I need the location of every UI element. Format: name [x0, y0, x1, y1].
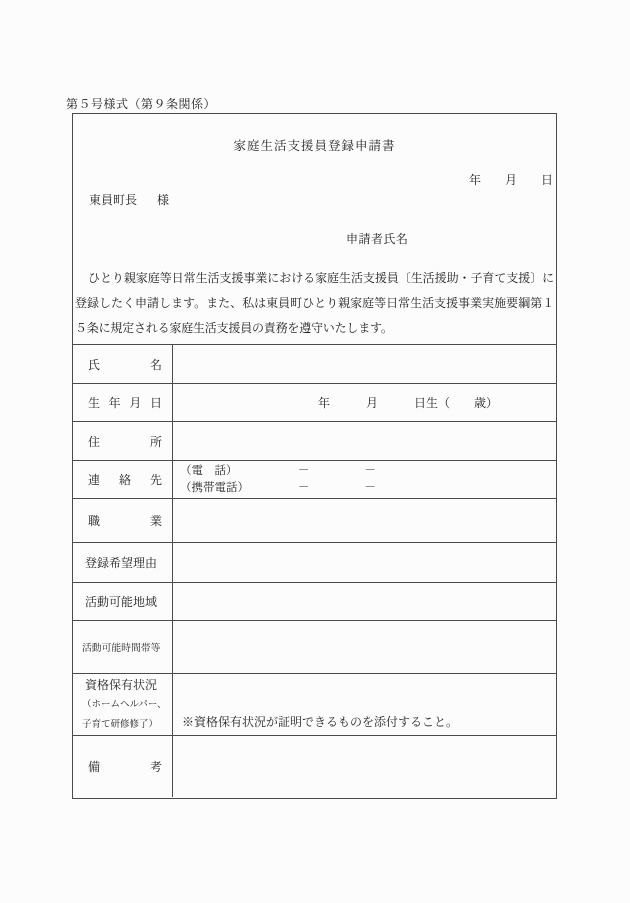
table-row-birthdate [72, 383, 557, 421]
area-label: 活動可能地域 [85, 595, 158, 609]
birthdate-value-cell [173, 384, 557, 421]
qualifications-label-line3: 子育て研修修了） [82, 719, 159, 730]
contact-value-cell [173, 461, 557, 498]
table-row-area [72, 582, 557, 620]
occupation-label-cell [72, 499, 173, 542]
name-value-cell [173, 345, 557, 383]
qualifications-attachment-note: ※資格保有状況が証明できるものを添付すること。 [182, 715, 459, 729]
phone-dash-2: － [364, 464, 376, 477]
birthdate-template-text: 年 月 日生（ 歳） [318, 396, 499, 410]
hours-value-cell [173, 621, 557, 673]
name-label-cell [72, 345, 173, 383]
table-row-reason [72, 542, 557, 582]
table-row-address [72, 421, 557, 460]
address-value-cell [173, 422, 557, 460]
date-line: 年 月 日 [468, 173, 553, 187]
qualifications-label-line1: 資格保有状況 [85, 677, 158, 692]
address-label: 住 所 [88, 434, 162, 449]
addressee-honorific: 様 [157, 193, 170, 207]
reason-label: 登録希望理由 [85, 556, 158, 570]
occupation-value-cell [173, 499, 557, 542]
registration-table [72, 344, 557, 797]
table-row-remarks [72, 735, 557, 797]
qualifications-label-line2: （ホームヘルパー、 [82, 699, 167, 710]
contact-label-cell [72, 461, 173, 498]
reason-value-cell [173, 543, 557, 582]
reason-label-cell [72, 543, 173, 582]
hours-label-cell [72, 621, 173, 673]
phone-label: （電 話） [180, 464, 238, 477]
mobile-phone-dash-2: － [364, 481, 376, 494]
qualifications-label-cell [72, 674, 173, 735]
table-row-contact [72, 460, 557, 498]
birthdate-label: 生 年 月 日 [88, 396, 162, 410]
mobile-phone-line [173, 480, 557, 497]
table-row-qualifications [72, 673, 557, 735]
occupation-label: 職 業 [88, 514, 162, 528]
addressee-name: 東員町長 [89, 193, 138, 207]
table-row-occupation [72, 498, 557, 542]
form-number: 第５号様式（第９条関係） [66, 97, 217, 111]
form-title: 家庭生活支援員登録申請書 [233, 139, 396, 153]
birthdate-label-cell [72, 384, 173, 421]
contact-label: 連 絡 先 [88, 473, 162, 487]
area-value-cell [173, 583, 557, 620]
form-border-box [72, 113, 557, 799]
mobile-phone-dash-1: － [298, 481, 310, 494]
remarks-label: 備 考 [88, 760, 162, 774]
phone-line [173, 463, 557, 480]
mobile-phone-label: （携帯電話） [180, 481, 249, 494]
table-row-hours [72, 620, 557, 673]
table-row-name [72, 344, 557, 383]
name-label: 氏 名 [88, 357, 162, 372]
addressee-line [89, 191, 169, 208]
applicant-name-label: 申請者氏名 [346, 232, 409, 246]
area-label-cell [72, 583, 173, 620]
declaration-paragraph: ひとり親家庭等日常生活支援事業における家庭生活支援員〔生活援助・子育て支援〕に登録したく申請します。また、私は東員町ひとり親家庭等日常生活支援事業実施要綱第１５条に規定される家庭生活支援員の責務を遵守いたします。 [75, 271, 554, 335]
address-label-cell [72, 422, 173, 460]
hours-label: 活動可能時間帯等 [82, 643, 161, 654]
remarks-value-cell [173, 736, 557, 797]
phone-dash-1: － [298, 464, 310, 477]
qualifications-value-cell [173, 674, 557, 735]
remarks-label-cell [72, 736, 173, 797]
